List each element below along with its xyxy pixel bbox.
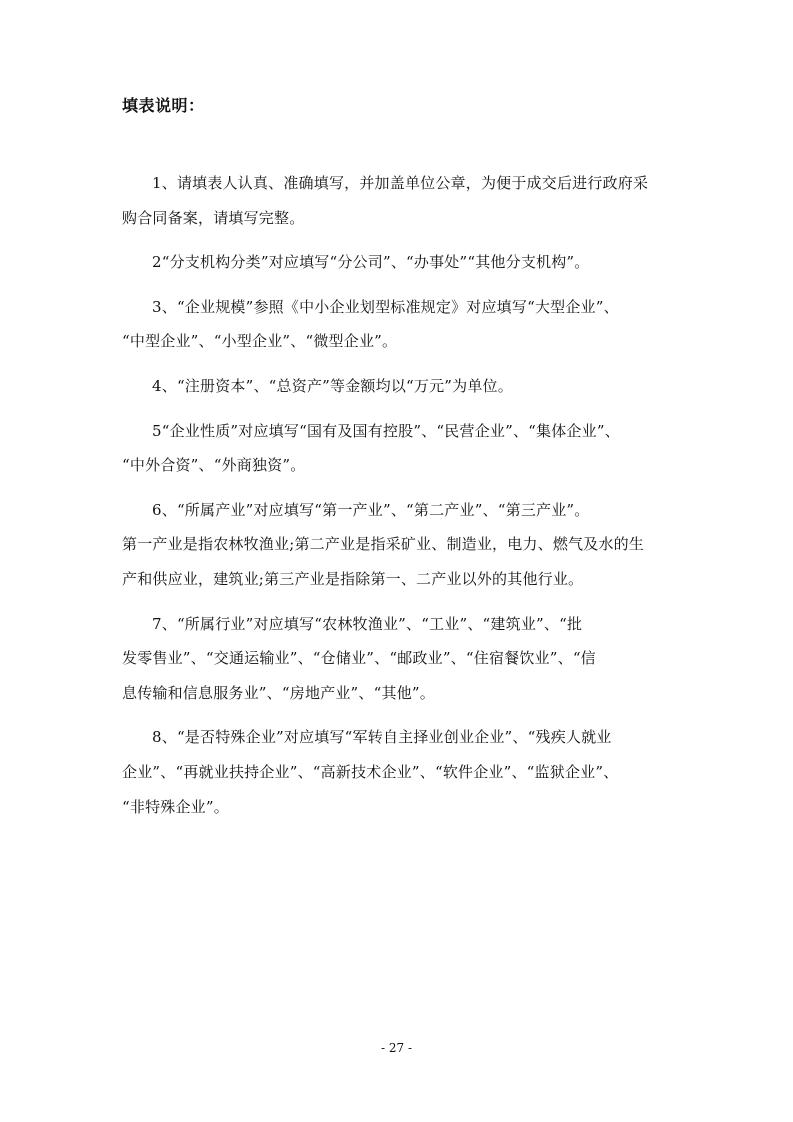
instruction-line: 7、“所属行业”对应填写“农林牧渔业”、“工业”、“建筑业”、“批 [152,614,583,633]
instruction-line: 2“分支机构分类”对应填写“分公司”、“办事处”“其他分支机构”。 [152,253,590,272]
instruction-line: 3、“企业规模”参照《中小企业划型标准规定》对应填写“大型企业”、 [152,297,619,316]
instruction-item-1 [122,166,670,235]
instruction-item-5 [122,414,670,483]
instruction-line: “中型企业”、“小型企业”、“微型企业”。 [122,332,398,351]
instruction-line: 6、“所属产业”对应填写“第一产业”、“第二产业”、“第三产业”。 [152,500,590,519]
instruction-line: “非特殊企业”。 [122,797,229,816]
instruction-item-7 [122,607,670,711]
instruction-line: 发零售业”、“交通运输业”、“仓储业”、“邮政业”、“住宿餐饮业”、“信 [122,649,596,668]
instruction-item-2 [122,245,670,280]
page-title: 填表说明： [122,96,205,115]
instruction-item-4 [122,369,670,404]
instructions-body [122,166,670,834]
instruction-line: 5“企业性质”对应填写“国有及国有控股”、“民营企业”、“集体企业”、 [152,421,620,440]
instruction-item-6 [122,493,670,597]
instruction-item-3 [122,290,670,359]
instruction-line: 息传输和信息服务业”、“房地产业”、“其他”。 [122,683,435,702]
instruction-line: 购合同备案，请填写完整。 [122,208,305,227]
instruction-line: 1、请填表人认真、准确填写，并加盖单位公章，为便于成交后进行政府采 [152,174,649,192]
instruction-line: 8、“是否特殊企业”对应填写“军转自主择业创业企业”、“残疾人就业 [152,728,612,747]
instruction-line: 企业”、“再就业扶持企业”、“高新技术企业”、“软件企业”、“监狱企业”、 [122,762,619,781]
instruction-line: 第一产业是指农林牧渔业;第二产业是指采矿业、制造业，电力、燃气及水的生 [122,535,645,554]
instruction-line: “中外合资”、“外商独资”。 [122,456,306,475]
instruction-line: 产和供应业，建筑业;第三产业是指除第一、二产业以外的其他行业。 [122,569,584,588]
page-number: - 27 - [380,1041,412,1055]
instruction-item-8 [122,720,670,824]
instruction-line: 4、“注册资本”、“总资产”等金额均以“万元”为单位。 [152,376,513,395]
